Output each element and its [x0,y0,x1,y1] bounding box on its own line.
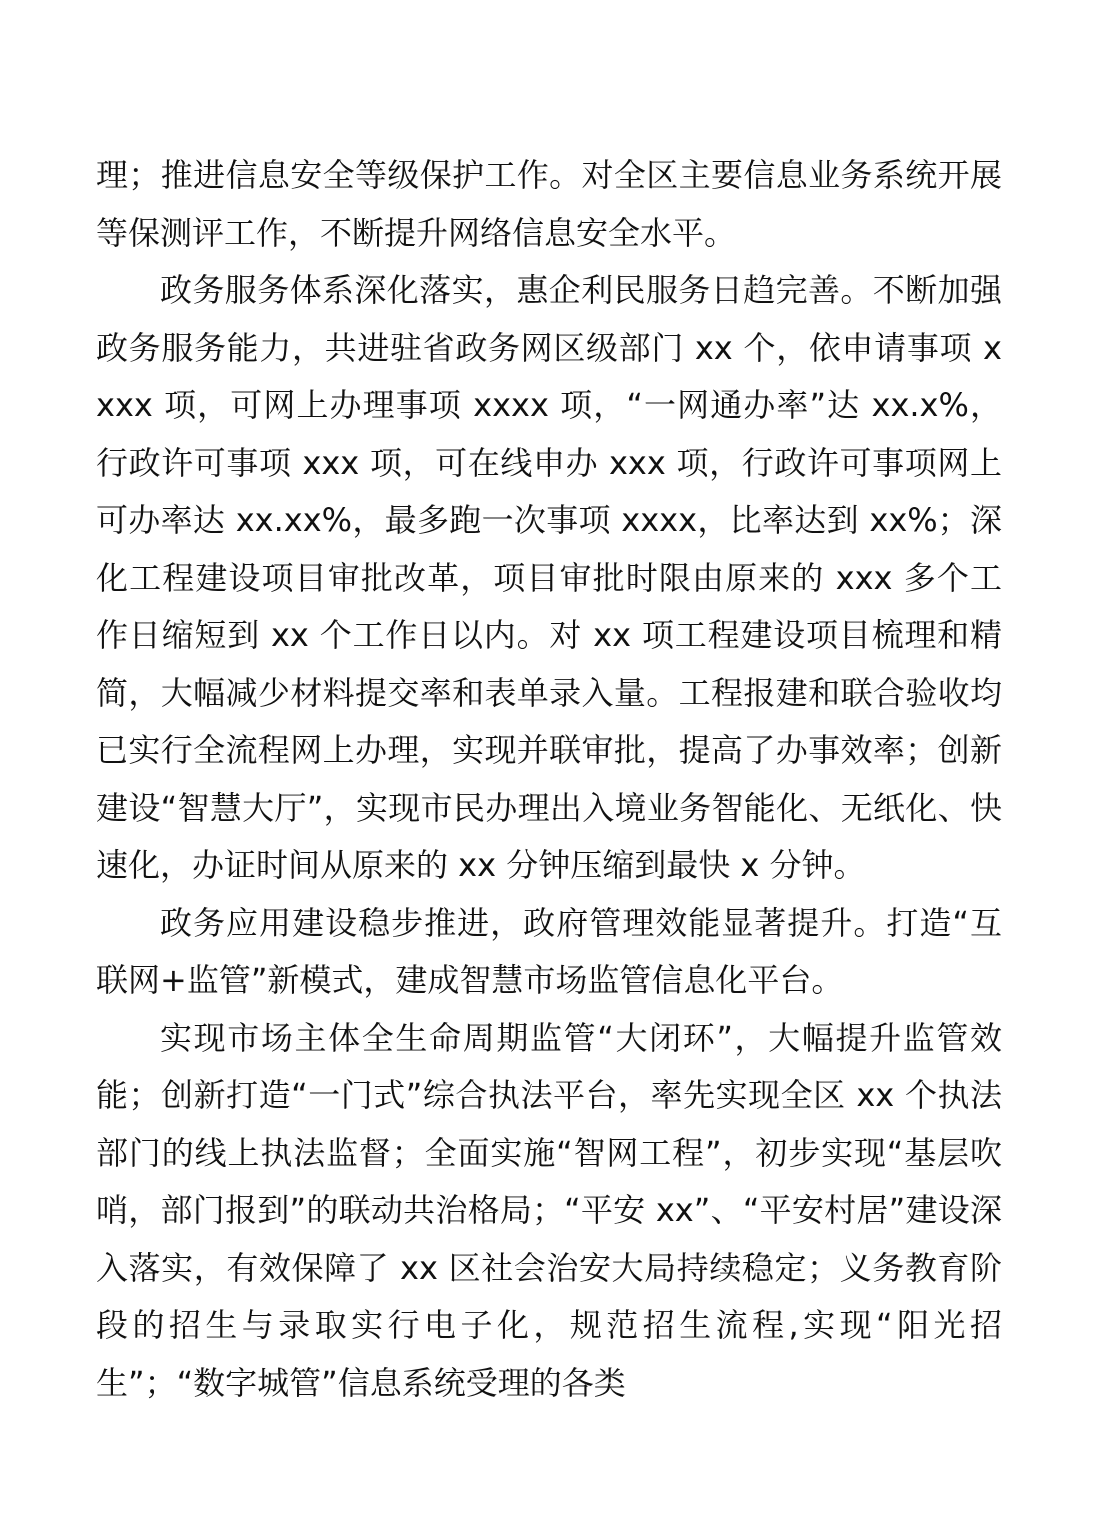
paragraph-government-applications: 政务应用建设稳步推进，政府管理效能显著提升。打造“互联网+监管”新模式，建成智慧市场监管信息化平台。 [96,903,1002,999]
paragraph-government-services: 政务服务体系深化落实，惠企利民服务日趋完善。不断加强政务服务能力，共进驻省政务网区级部门 xx 个，依申请事项 xxxx 项，可网上办理事项 xxxx 项，“一网通办率”达 xx.x%，行政许可事项 xxx 项，可在线申办 xxx 项，行政许可事项网上可办率达 xx.xx%，最多跑一次事项 xxxx，比率达到 xx%；深化工程建设项目审批改革，项目审批时限由原来的 xxx 多个工作日缩短到 xx 个工作日以内。对 xx 项工程建设项目梳理和精简，大幅减少材料提交率和表单录入量。工程报建和联合验收均已实行全流程网上办理，实现并联审批，提高了办事效率；创新建设“智慧大厅”，实现市民办理出入境业务智能化、无纸化、快速化，办证时间从原来的 xx 分钟压缩到最快 x 分钟。 [96,271,1002,884]
paragraph-market-supervision: 实现市场主体全生命周期监管“大闭环”，大幅提升监管效能；创新打造“一门式”综合执法平台，率先实现全区 xx 个执法部门的线上执法监督；全面实施“智网工程”，初步实现“基层吹哨，部门报到”的联动共治格局；“平安 xx”、“平安村居”建设深入落实，有效保障了 xx 区社会治安大局持续稳定；义务教育阶段的招生与录取实行电子化，规范招生流程,实现“阳光招生”；“数字城管”信息系统受理的各类 [96,1018,1002,1402]
paragraph-continuation: 理；推进信息安全等级保护工作。对全区主要信息业务系统开展等保测评工作，不断提升网络信息安全水平。 [96,156,1002,252]
document-page [96,147,1002,1412]
